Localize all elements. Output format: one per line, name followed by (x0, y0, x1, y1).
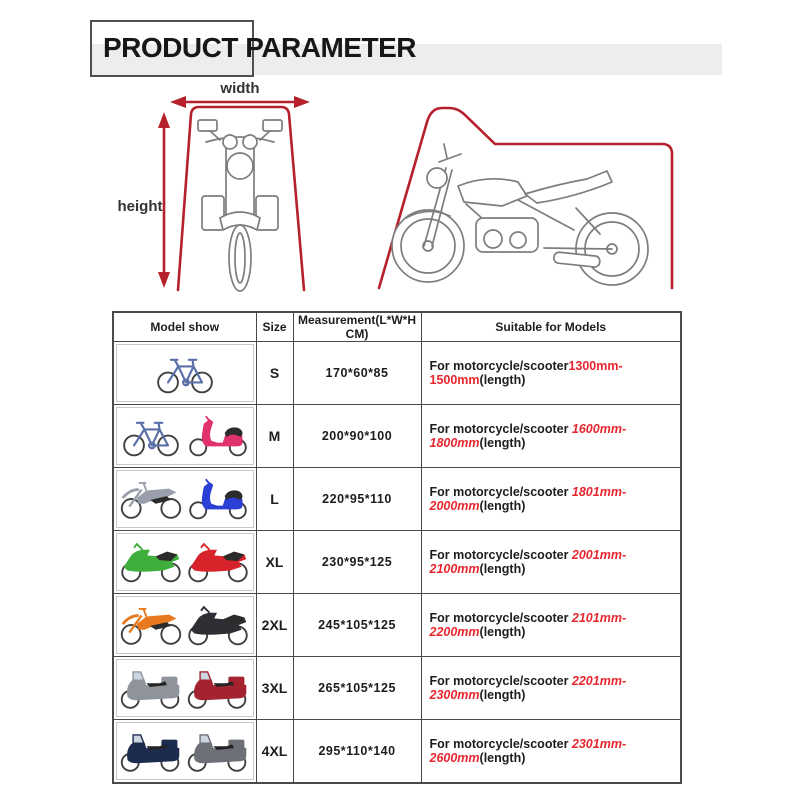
suitable-cell (421, 657, 681, 720)
motorcycle-side-view (392, 144, 648, 285)
measurement-cell: 295*110*140 (293, 720, 421, 784)
model-cell (113, 594, 256, 657)
suitable-prefix: For motorcycle/scooter (429, 673, 572, 688)
model-photo (116, 470, 254, 528)
suitable-cell (421, 594, 681, 657)
suitable-suffix: (length) (479, 751, 526, 765)
size-cell: 3XL (256, 657, 293, 720)
suitable-cell (421, 720, 681, 784)
model-photo (116, 533, 254, 591)
width-label: width (220, 80, 260, 97)
model-cell (113, 657, 256, 720)
model-cell (113, 531, 256, 594)
suitable-prefix: For motorcycle/scooter (429, 610, 572, 625)
measurement-cell: 200*90*100 (293, 405, 421, 468)
model-photo (116, 407, 254, 465)
bicycle-icon (118, 414, 184, 458)
length-range: 2301mm-2600mm (429, 736, 627, 765)
suitable-cell (421, 342, 681, 405)
measurement-cell: 230*95*125 (293, 531, 421, 594)
table-row (113, 657, 681, 720)
length-range: 2201mm-2300mm (429, 673, 627, 702)
table-header-row (113, 312, 681, 342)
table-row (113, 405, 681, 468)
touring-icon (185, 666, 251, 710)
suitable-cell (421, 468, 681, 531)
table-row (113, 342, 681, 405)
size-cell: M (256, 405, 293, 468)
suitable-cell (421, 405, 681, 468)
suitable-suffix: (length) (479, 688, 526, 702)
model-cell (113, 405, 256, 468)
touring-icon (118, 729, 184, 773)
size-cell: 4XL (256, 720, 293, 784)
model-photo (116, 659, 254, 717)
size-cell: 2XL (256, 594, 293, 657)
dirt-icon (118, 477, 184, 521)
measurement-cell: 245*105*125 (293, 594, 421, 657)
suitable-cell (421, 531, 681, 594)
table-row (113, 720, 681, 784)
size-table-body (113, 342, 681, 784)
col-suitable: Suitable for Models (421, 312, 681, 342)
suitable-suffix: (length) (479, 625, 526, 639)
model-photo (116, 344, 254, 402)
size-cell: XL (256, 531, 293, 594)
col-size: Size (256, 312, 293, 342)
suitable-prefix: For motorcycle/scooter (429, 358, 569, 373)
scooter-icon (185, 477, 251, 521)
touring-icon (118, 666, 184, 710)
length-range: 2101mm-2200mm (429, 610, 627, 639)
suitable-suffix: (length) (479, 436, 526, 450)
model-cell (113, 342, 256, 405)
touring-icon (185, 729, 251, 773)
bicycle-icon (152, 351, 218, 395)
sport-icon (185, 540, 251, 584)
suitable-prefix: For motorcycle/scooter (429, 484, 572, 499)
table-row (113, 594, 681, 657)
length-range: 2001mm-2100mm (429, 547, 627, 576)
motorcycle-front-view (198, 120, 282, 291)
model-photo (116, 722, 254, 780)
suitable-suffix: (length) (479, 373, 526, 387)
height-label: height (117, 198, 163, 215)
suitable-suffix: (length) (479, 562, 526, 576)
size-table (112, 311, 682, 784)
size-cell: S (256, 342, 293, 405)
suitable-prefix: For motorcycle/scooter (429, 547, 572, 562)
model-photo (116, 596, 254, 654)
sport-icon (118, 540, 184, 584)
length-range: 1801mm-2000mm (429, 484, 627, 513)
sport-icon (185, 603, 251, 647)
suitable-prefix: For motorcycle/scooter (429, 421, 572, 436)
col-measurement: Measurement(L*W*H CM) (293, 312, 421, 342)
table-row (113, 531, 681, 594)
suitable-suffix: (length) (479, 499, 526, 513)
measurement-cell: 220*95*110 (293, 468, 421, 531)
table-row (113, 468, 681, 531)
model-cell (113, 720, 256, 784)
model-cell (113, 468, 256, 531)
suitable-prefix: For motorcycle/scooter (429, 736, 572, 751)
size-cell: L (256, 468, 293, 531)
measurement-cell: 265*105*125 (293, 657, 421, 720)
size-diagram (106, 78, 698, 306)
length-range: 1600mm-1800mm (429, 421, 627, 450)
dirt-icon (118, 603, 184, 647)
page-title: PRODUCT PARAMETER (103, 32, 416, 63)
scooter-icon (185, 414, 251, 458)
col-model-show: Model show (113, 312, 256, 342)
length-range: 1300mm-1500mm (429, 358, 623, 387)
measurement-cell: 170*60*85 (293, 342, 421, 405)
